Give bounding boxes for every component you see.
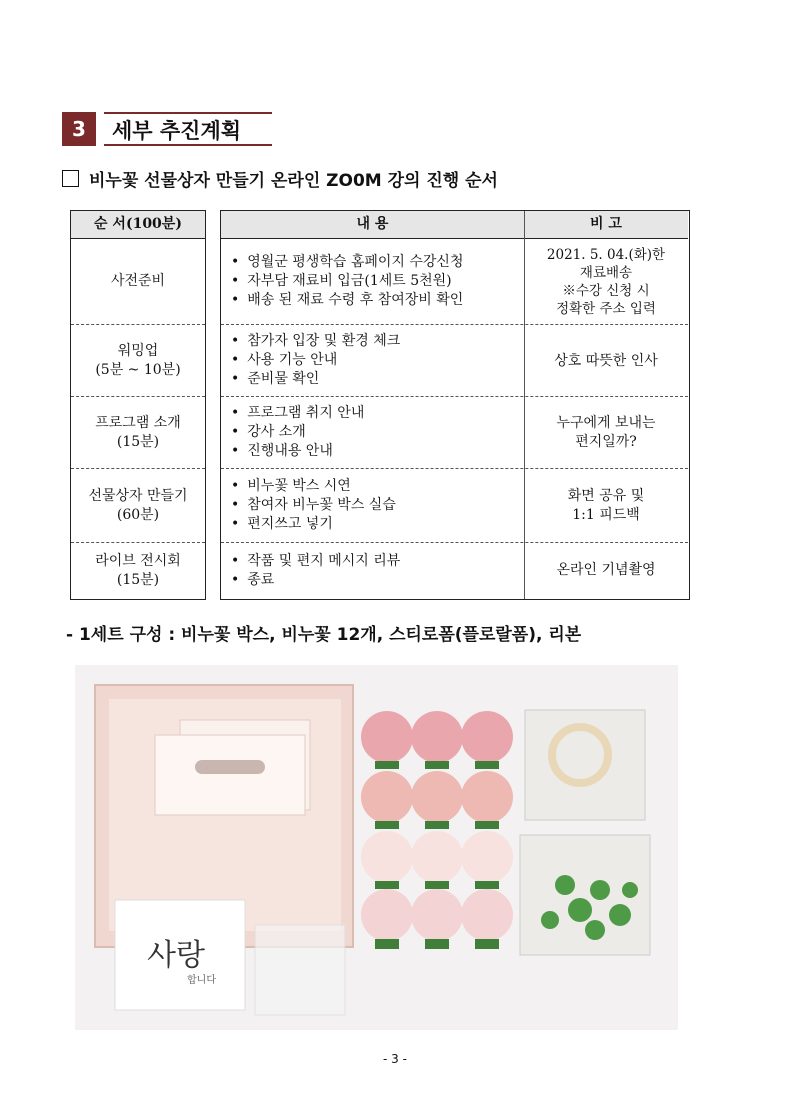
- remark-text: 편지일까?: [575, 434, 637, 450]
- kit-illustration: [75, 665, 678, 1030]
- remark-text: 누구에게 보내는: [556, 415, 656, 431]
- tissue-slot: [195, 760, 265, 774]
- order-text: (60분): [116, 506, 160, 523]
- tissue-box: [155, 735, 305, 815]
- rose: [461, 889, 513, 941]
- content-item: • 강사 소개: [231, 423, 688, 442]
- remark-text: 상호 따뜻한 인사: [554, 352, 658, 369]
- content-list: [221, 543, 524, 598]
- content-item: • 사용 기능 안내: [231, 351, 688, 370]
- rose-stem: [375, 881, 399, 889]
- rose: [411, 831, 463, 883]
- order-cell: [71, 325, 205, 397]
- content-item: • 배송 된 재료 수령 후 참여장비 확인: [231, 291, 688, 310]
- content-item: • 참여자 비누꽃 박스 실습: [231, 496, 688, 515]
- rose-stem: [425, 821, 449, 829]
- section-title: 세부 추진계획: [104, 112, 272, 146]
- remark-header: 비 고: [524, 211, 688, 239]
- kit-photo: [75, 665, 678, 1030]
- rose-grid: [361, 711, 513, 949]
- rose-stem: [375, 939, 399, 949]
- order-text: (15분): [116, 571, 160, 588]
- order-text: 사전준비: [110, 273, 166, 289]
- rose: [361, 889, 413, 941]
- content-item: • 참가자 입장 및 환경 체크: [231, 332, 688, 351]
- content-item: • 진행내용 안내: [231, 442, 688, 461]
- remark-text: 정확한 주소 입력: [556, 301, 656, 317]
- order-text: (15분): [116, 433, 160, 450]
- rose-stem: [475, 821, 499, 829]
- card-text: 사랑: [147, 938, 205, 973]
- order-cell: [71, 239, 205, 325]
- order-text: 라이브 전시회: [95, 552, 181, 569]
- content-item: • 작품 및 편지 메시지 리뷰: [231, 552, 524, 571]
- rose: [461, 771, 513, 823]
- rose-stem: [425, 939, 449, 949]
- remark-cell: [524, 239, 688, 325]
- rose-stem: [475, 939, 499, 949]
- schedule-table: [70, 210, 690, 600]
- rose: [361, 711, 413, 763]
- rose-stem: [375, 761, 399, 769]
- subtitle-text: 비누꽃 선물상자 만들기 온라인 ZO0M 강의 진행 순서: [89, 171, 498, 191]
- page-number: - 3 -: [383, 1052, 407, 1066]
- rose-stem: [425, 761, 449, 769]
- remark-cell: [524, 325, 688, 397]
- remark-text: 2021. 5. 04.(화)한: [546, 247, 666, 263]
- order-cell: [71, 469, 205, 543]
- rose-stem: [425, 881, 449, 889]
- content-item: • 편지쓰고 넣기: [231, 515, 688, 534]
- order-text: 워밍업: [117, 342, 159, 359]
- rose-stem: [375, 821, 399, 829]
- envelope: [255, 925, 345, 1015]
- content-item: • 자부담 재료비 입금(1세트 5천원): [231, 272, 688, 291]
- content-column: [220, 210, 690, 600]
- order-text: (5분 ~ 10분): [95, 361, 181, 378]
- rose: [411, 711, 463, 763]
- order-column: [70, 210, 206, 600]
- content-header: 내 용: [221, 211, 524, 239]
- rose: [361, 831, 413, 883]
- order-cell: [71, 543, 205, 598]
- set-composition-note: - 1세트 구성 : 비누꽃 박스, 비누꽃 12개, 스티로폼(플로랄폼), 리본: [66, 625, 582, 645]
- content-item: • 프로그램 취지 안내: [231, 404, 688, 423]
- order-header: 순 서(100분): [71, 211, 205, 239]
- remark-text: 온라인 기념촬영: [556, 562, 656, 578]
- order-text: 선물상자 만들기: [88, 487, 188, 504]
- rose: [411, 889, 463, 941]
- card-subtext: 합니다: [187, 975, 216, 986]
- order-cell: [71, 397, 205, 469]
- remark-text: ※수강 신청 시: [562, 283, 650, 299]
- remark-cell: [524, 543, 688, 598]
- rose: [361, 771, 413, 823]
- content-item: • 종료: [231, 571, 524, 590]
- order-text: 프로그램 소개: [95, 414, 181, 431]
- subtitle: [62, 166, 498, 191]
- rose: [461, 831, 513, 883]
- checkbox-icon: [62, 170, 79, 187]
- remark-text: 화면 공유 및: [567, 488, 645, 504]
- remark-text: 1:1 피드백: [572, 507, 640, 523]
- section-heading: [62, 112, 272, 146]
- content-item: • 준비물 확인: [231, 370, 688, 389]
- rose: [411, 771, 463, 823]
- rose: [461, 711, 513, 763]
- rose-stem: [475, 761, 499, 769]
- remark-cell: [524, 397, 688, 469]
- section-number: 3: [62, 112, 96, 146]
- content-item: • 비누꽃 박스 시연: [231, 477, 688, 496]
- rose-stem: [475, 881, 499, 889]
- content-item: • 영월군 평생학습 홈페이지 수강신청: [231, 253, 688, 272]
- remark-cell: [524, 469, 688, 543]
- remark-text: 재료배송: [579, 265, 633, 281]
